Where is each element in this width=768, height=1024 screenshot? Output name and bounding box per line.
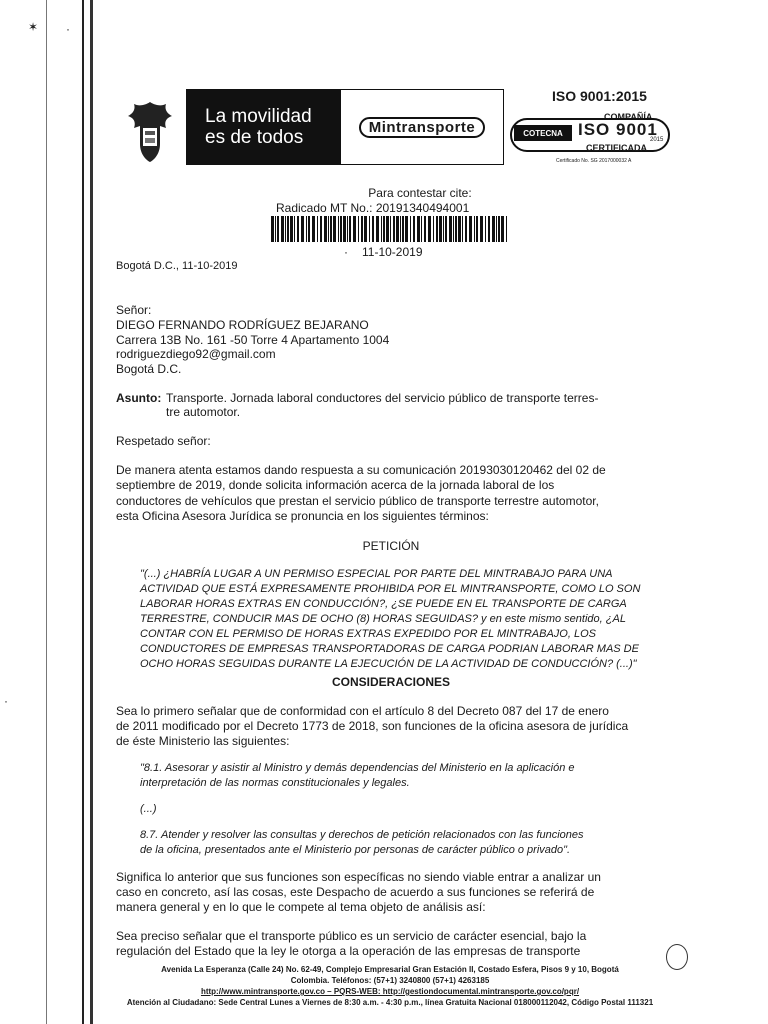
barcode-bar	[396, 216, 399, 242]
barcode-bar	[424, 216, 426, 242]
ellipsis: (...)	[140, 803, 157, 815]
barcode-bar	[353, 216, 356, 242]
barcode-bar	[498, 216, 500, 242]
barcode-bar	[287, 216, 289, 242]
function-quote-line: interpretación de las normas constitucionales y legales.	[140, 777, 410, 789]
barcode-bar	[439, 216, 442, 242]
barcode-bar	[330, 216, 332, 242]
barcode-bar	[428, 216, 431, 242]
barcode-bar	[455, 216, 457, 242]
subject-label: Asunto:	[116, 391, 162, 405]
barcode-bar	[312, 216, 315, 242]
barcode-bar	[275, 216, 276, 242]
barcode-bar	[413, 216, 415, 242]
barcode-bar	[386, 216, 389, 242]
barcode-bar	[381, 216, 382, 242]
barcode-bar	[301, 216, 304, 242]
barcode-bar	[488, 216, 490, 242]
barcode-bar	[306, 216, 307, 242]
significa-line: caso en concreto, así las cosas, este Despacho de acuerdo a sus funciones se referirá de	[116, 885, 595, 899]
barcode-icon	[271, 216, 508, 242]
cite-label: Para contestar cite:	[368, 186, 472, 200]
scan-speck: ✶	[28, 20, 39, 34]
barcode-bar	[496, 216, 497, 242]
barcode-bar	[465, 216, 467, 242]
scan-speck: ·	[4, 694, 8, 708]
iso-year: 2015	[650, 137, 664, 143]
subject-text: Transporte. Jornada laboral conductores del servicio público de transporte terres-	[166, 391, 599, 405]
peticion-quote-line: LABORAR HORAS EXTRAS EN CONDUCCIÓN?, ¿SE PUEDE EN EL TRANSPORTE DE CARGA	[140, 598, 627, 610]
barcode-bar	[349, 216, 351, 242]
barcode-bar	[462, 216, 463, 242]
consideraciones-heading: CONSIDERACIONES	[331, 675, 450, 689]
barcode-bar	[402, 216, 404, 242]
peticion-quote-line: CONTAR CON EL PERMISO DE HORAS EXTRAS EXPEDIDO POR EL MINTRABAJO, LOS	[140, 628, 596, 640]
consideraciones-line: de 2011 modificado por el Decreto 1773 de 2018, son funciones de la oficina asesora de jurídica	[116, 719, 629, 733]
barcode-bar	[364, 216, 367, 242]
barcode-bar	[393, 216, 395, 242]
barcode-bar	[433, 216, 434, 242]
scan-speck: ·	[66, 22, 70, 36]
significa-line: manera general y en lo que le compete al tema objeto de análisis así:	[116, 900, 486, 914]
barcode-bar	[277, 216, 279, 242]
footer-address: Avenida La Esperanza (Calle 24) No. 62-49, Complejo Empresarial Gran Estación II, Costado Esfera, Pisos 9 y 10, Bogotá	[161, 965, 619, 974]
consideraciones-line: Sea lo primero señalar que de conformidad con el artículo 8 del Decreto 087 del 17 de enero	[116, 704, 609, 718]
brand-banner	[186, 89, 504, 165]
peticion-heading: PETICIÓN	[362, 539, 420, 553]
barcode-bar	[328, 216, 329, 242]
scan-edge-line	[82, 0, 84, 1024]
barcode-bar	[410, 216, 411, 242]
scan-edge-line	[46, 0, 47, 1024]
iso-company-label: COMPAÑÍA	[604, 112, 653, 122]
barcode-bar	[383, 216, 385, 242]
barcode-bar	[421, 216, 422, 242]
recipient-name: DIEGO FERNANDO RODRÍGUEZ BEJARANO	[116, 318, 369, 332]
barcode-bar	[445, 216, 447, 242]
barcode-bar	[400, 216, 401, 242]
iso-certified-label: CERTIFICADA	[586, 143, 647, 153]
scan-speck: ·	[344, 245, 348, 259]
barcode-bar	[343, 216, 346, 242]
peticion-quote-line: CONDUCTORES DE EMPRESAS TRANSPORTADORAS DE CARGA PODRIAN LABORAR MAS DE	[140, 643, 639, 655]
peticion-quote-line: TERRESTRE, CONDUCIR MAS DE OCHO (8) HORAS SEGUIDAS? y en este mismo sentido, ¿AL	[140, 613, 626, 625]
barcode-bar	[317, 216, 318, 242]
barcode-bar	[501, 216, 504, 242]
barcode-bar	[372, 216, 374, 242]
barcode-bar	[358, 216, 359, 242]
footer-phones: Colombia. Teléfonos: (57+1) 3240800 (57+1) 4263185	[290, 976, 490, 985]
barcode-bar	[281, 216, 284, 242]
iso-certificate-number: Certificado No. SG 2017000032 A	[556, 158, 632, 164]
barcode-bar	[361, 216, 363, 242]
barcode-bar	[469, 216, 472, 242]
significa-line: Significa lo anterior que sus funciones son específicas no siendo viable entrar a analizar un	[116, 870, 601, 884]
barcode-bar	[417, 216, 420, 242]
recipient-address: Carrera 13B No. 161 -50 Torre 4 Apartamento 1004	[116, 333, 390, 347]
footer-hours: Atención al Ciudadano: Sede Central Lunes a Viernes de 8:30 a.m. - 4:30 p.m., línea Gratuita Nacional 018000112042, Código Postal 111321	[126, 998, 654, 1007]
coat-of-arms-icon	[124, 100, 176, 164]
barcode-bar	[480, 216, 483, 242]
barcode-bar	[308, 216, 310, 242]
barcode-bar	[369, 216, 370, 242]
slogan-line: La movilidad	[205, 106, 312, 127]
barcode-bar	[443, 216, 444, 242]
intro-paragraph-line: conductores de vehículos que prestan el servicio público de transporte terrestre automotor,	[116, 494, 599, 508]
greeting: Respetado señor:	[116, 434, 211, 448]
sea-preciso-line: Sea preciso señalar que el transporte público es un servicio de carácter esencial, bajo la	[116, 929, 587, 943]
ministry-logo: Mintransporte	[359, 117, 486, 138]
barcode-bar	[390, 216, 391, 242]
slogan-block	[187, 90, 341, 164]
cotecna-logo: COTECNA	[514, 125, 572, 141]
ministry-logo-block	[341, 90, 503, 164]
barcode-bar	[449, 216, 452, 242]
barcode-bar	[290, 216, 293, 242]
barcode-bar	[347, 216, 348, 242]
intro-paragraph-line: De manera atenta estamos dando respuesta a su comunicación 20193030120462 del 02 de	[116, 463, 606, 477]
function-quote-line: de la oficina, presentados ante el Ministerio por personas de carácter público o privado".	[140, 844, 571, 856]
barcode-bar	[485, 216, 486, 242]
barcode-bar	[320, 216, 322, 242]
slogan-line: es de todos	[205, 127, 304, 148]
iso-title: ISO 9001:2015	[552, 88, 647, 104]
barcode-bar	[458, 216, 461, 242]
barcode-bar	[405, 216, 408, 242]
barcode-bar	[376, 216, 379, 242]
footer-links: http://www.mintransporte.gov.co – PQRS-WEB: http://gestiondocumental.mintransporte.gov.co/pqr/	[200, 987, 580, 996]
intro-paragraph-line: esta Oficina Asesora Jurídica se pronuncia en los siguientes términos:	[116, 509, 489, 523]
barcode-bar	[271, 216, 274, 242]
recipient-city: Bogotá D.C.	[116, 362, 182, 376]
barcode-bar	[492, 216, 495, 242]
scan-edge-line	[90, 0, 93, 1024]
salutation-title: Señor:	[116, 303, 152, 317]
barcode-bar	[333, 216, 336, 242]
barcode-bar	[474, 216, 475, 242]
recipient-email: rodriguezdiego92@gmail.com	[116, 347, 276, 361]
radicado-date: 11-10-2019	[362, 245, 423, 259]
sea-preciso-line: regulación del Estado que la ley le otorga a la operación de las empresas de transporte	[116, 944, 581, 958]
peticion-quote-line: ACTIVIDAD QUE ESTÁ EXPRESAMENTE PROHIBIDA POR EL MINTRANSPORTE, COMO LO SON	[140, 583, 641, 595]
iso-number: ISO 9001	[578, 120, 658, 139]
barcode-bar	[476, 216, 478, 242]
barcode-bar	[340, 216, 342, 242]
barcode-bar	[297, 216, 299, 242]
barcode-bar	[436, 216, 438, 242]
function-quote-line: 8.7. Atender y resolver las consultas y derechos de petición relacionados con las funciones	[140, 829, 584, 841]
peticion-quote-line: "(...) ¿HABRÍA LUGAR A UN PERMISO ESPECIAL POR PARTE DEL MINTRABAJO PARA UNA	[140, 568, 613, 580]
barcode-bar	[338, 216, 339, 242]
radicado-number: Radicado MT No.: 20191340494001	[276, 201, 470, 215]
barcode-bar	[324, 216, 327, 242]
function-quote-line: "8.1. Asesorar y asistir al Ministro y demás dependencias del Ministerio en la aplicación e	[140, 762, 575, 774]
intro-paragraph-line: septiembre de 2019, donde solicita información acerca de la jornada laboral de los	[116, 478, 555, 492]
consideraciones-line: de éste Ministerio las siguientes:	[116, 734, 290, 748]
place-date: Bogotá D.C., 11-10-2019	[116, 260, 238, 272]
barcode-bar	[453, 216, 454, 242]
barcode-bar	[294, 216, 295, 242]
peticion-quote-line: OCHO HORAS SEGUIDAS DURANTE LA EJECUCIÓN DE LA ACTIVIDAD DE CONDUCCIÓN? (...)"	[140, 658, 637, 670]
barcode-bar	[506, 216, 507, 242]
barcode-bar	[285, 216, 286, 242]
subject-text: tre automotor.	[166, 405, 241, 419]
footer	[110, 964, 670, 1008]
